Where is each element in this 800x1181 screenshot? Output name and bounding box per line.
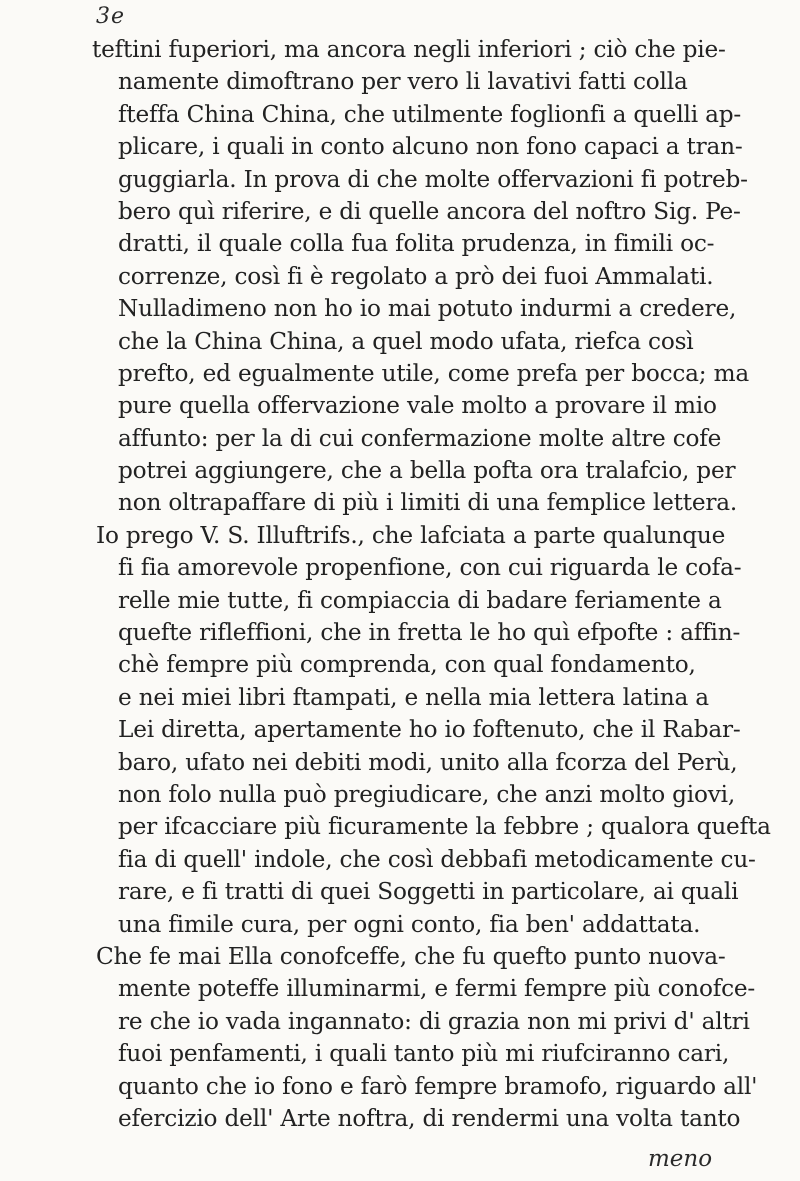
text-line-20: chè fempre più comprenda, con qual fondamento, xyxy=(118,651,696,679)
text-line-31: re che io vada ingannato: di grazia non mi privi d' altri xyxy=(118,1007,750,1035)
text-line-14: potrei aggiungere, che a bella pofta ora tralafcio, per xyxy=(118,457,736,485)
text-line-5: guggiarla. In prova di che molte offervazioni fi potreb- xyxy=(118,165,748,193)
text-line-15: non oltrapaffare di più i limiti di una femplice lettera. xyxy=(118,489,738,517)
text-line-29: Che fe mai Ella conofceffe, che fu quefto punto nuova- xyxy=(96,942,726,970)
text-line-3: fteffa China China, che utilmente foglionfi a quelli ap- xyxy=(118,100,742,128)
text-line-21: e nei miei libri ftampati, e nella mia lettera latina a xyxy=(118,683,709,711)
text-line-7: dratti, il quale colla fua folita prudenza, in fimili oc- xyxy=(118,230,715,258)
text-line-6: bero quì riferire, e di quelle ancora del noftro Sig. Pe- xyxy=(118,197,741,225)
signature-mark: 3e xyxy=(96,4,126,29)
text-line-22: Lei diretta, apertamente ho io foftenuto, che il Rabar- xyxy=(118,716,741,744)
text-line-17: fi fia amorevole propenfione, con cui riguarda le cofa- xyxy=(118,554,742,582)
text-line-30: mente poteffe illuminarmi, e fermi fempre più conofce- xyxy=(118,975,756,1003)
body-text xyxy=(92,34,792,1135)
text-line-4: plicare, i quali in conto alcuno non fono capaci a tran- xyxy=(118,133,743,161)
text-line-2: namente dimoftrano per vero li lavativi fatti colla xyxy=(118,68,688,96)
text-line-19: quefte rifleffioni, che in fretta le ho quì efpofte : affin- xyxy=(118,619,741,647)
text-line-28: una fimile cura, per ogni conto, fia ben' addattata. xyxy=(118,910,701,938)
catchword: meno xyxy=(648,1146,713,1172)
text-line-23: baro, ufato nei debiti modi, unito alla fcorza del Perù, xyxy=(118,748,738,776)
text-line-10: che la China China, a quel modo ufata, riefca così xyxy=(118,327,694,355)
text-line-24: non folo nulla può pregiudicare, che anzi molto giovi, xyxy=(118,780,736,808)
text-line-27: rare, e fi tratti di quei Soggetti in particolare, ai quali xyxy=(118,878,739,906)
text-line-26: fia di quell' indole, che così debbafi metodicamente cu- xyxy=(118,845,756,873)
text-line-34: efercizio dell' Arte noftra, di rendermi una volta tanto xyxy=(118,1104,741,1132)
text-line-33: quanto che io fono e farò fempre bramofo, riguardo all' xyxy=(118,1072,758,1100)
text-line-8: correnze, così fi è regolato a prò dei fuoi Ammalati. xyxy=(118,262,714,290)
text-line-32: fuoi penfamenti, i quali tanto più mi riufciranno cari, xyxy=(118,1040,730,1068)
text-line-16: Io prego V. S. Illuftrifs., che lafciata a parte qualunque xyxy=(96,521,726,549)
text-line-13: affunto: per la di cui confermazione molte altre cofe xyxy=(118,424,722,452)
text-line-18: relle mie tutte, fi compiaccia di badare feriamente a xyxy=(118,586,722,614)
text-line-9: Nulladimeno non ho io mai potuto indurmi a credere, xyxy=(118,295,737,323)
text-line-25: per ifcacciare più ficuramente la febbre ; qualora quefta xyxy=(118,813,771,841)
text-line-1: teftini fuperiori, ma ancora negli inferiori ; ciò che pie- xyxy=(92,36,726,63)
text-line-12: pure quella offervazione vale molto a provare il mio xyxy=(118,392,717,420)
text-line-11: prefto, ed egualmente utile, come prefa per bocca; ma xyxy=(118,359,749,387)
